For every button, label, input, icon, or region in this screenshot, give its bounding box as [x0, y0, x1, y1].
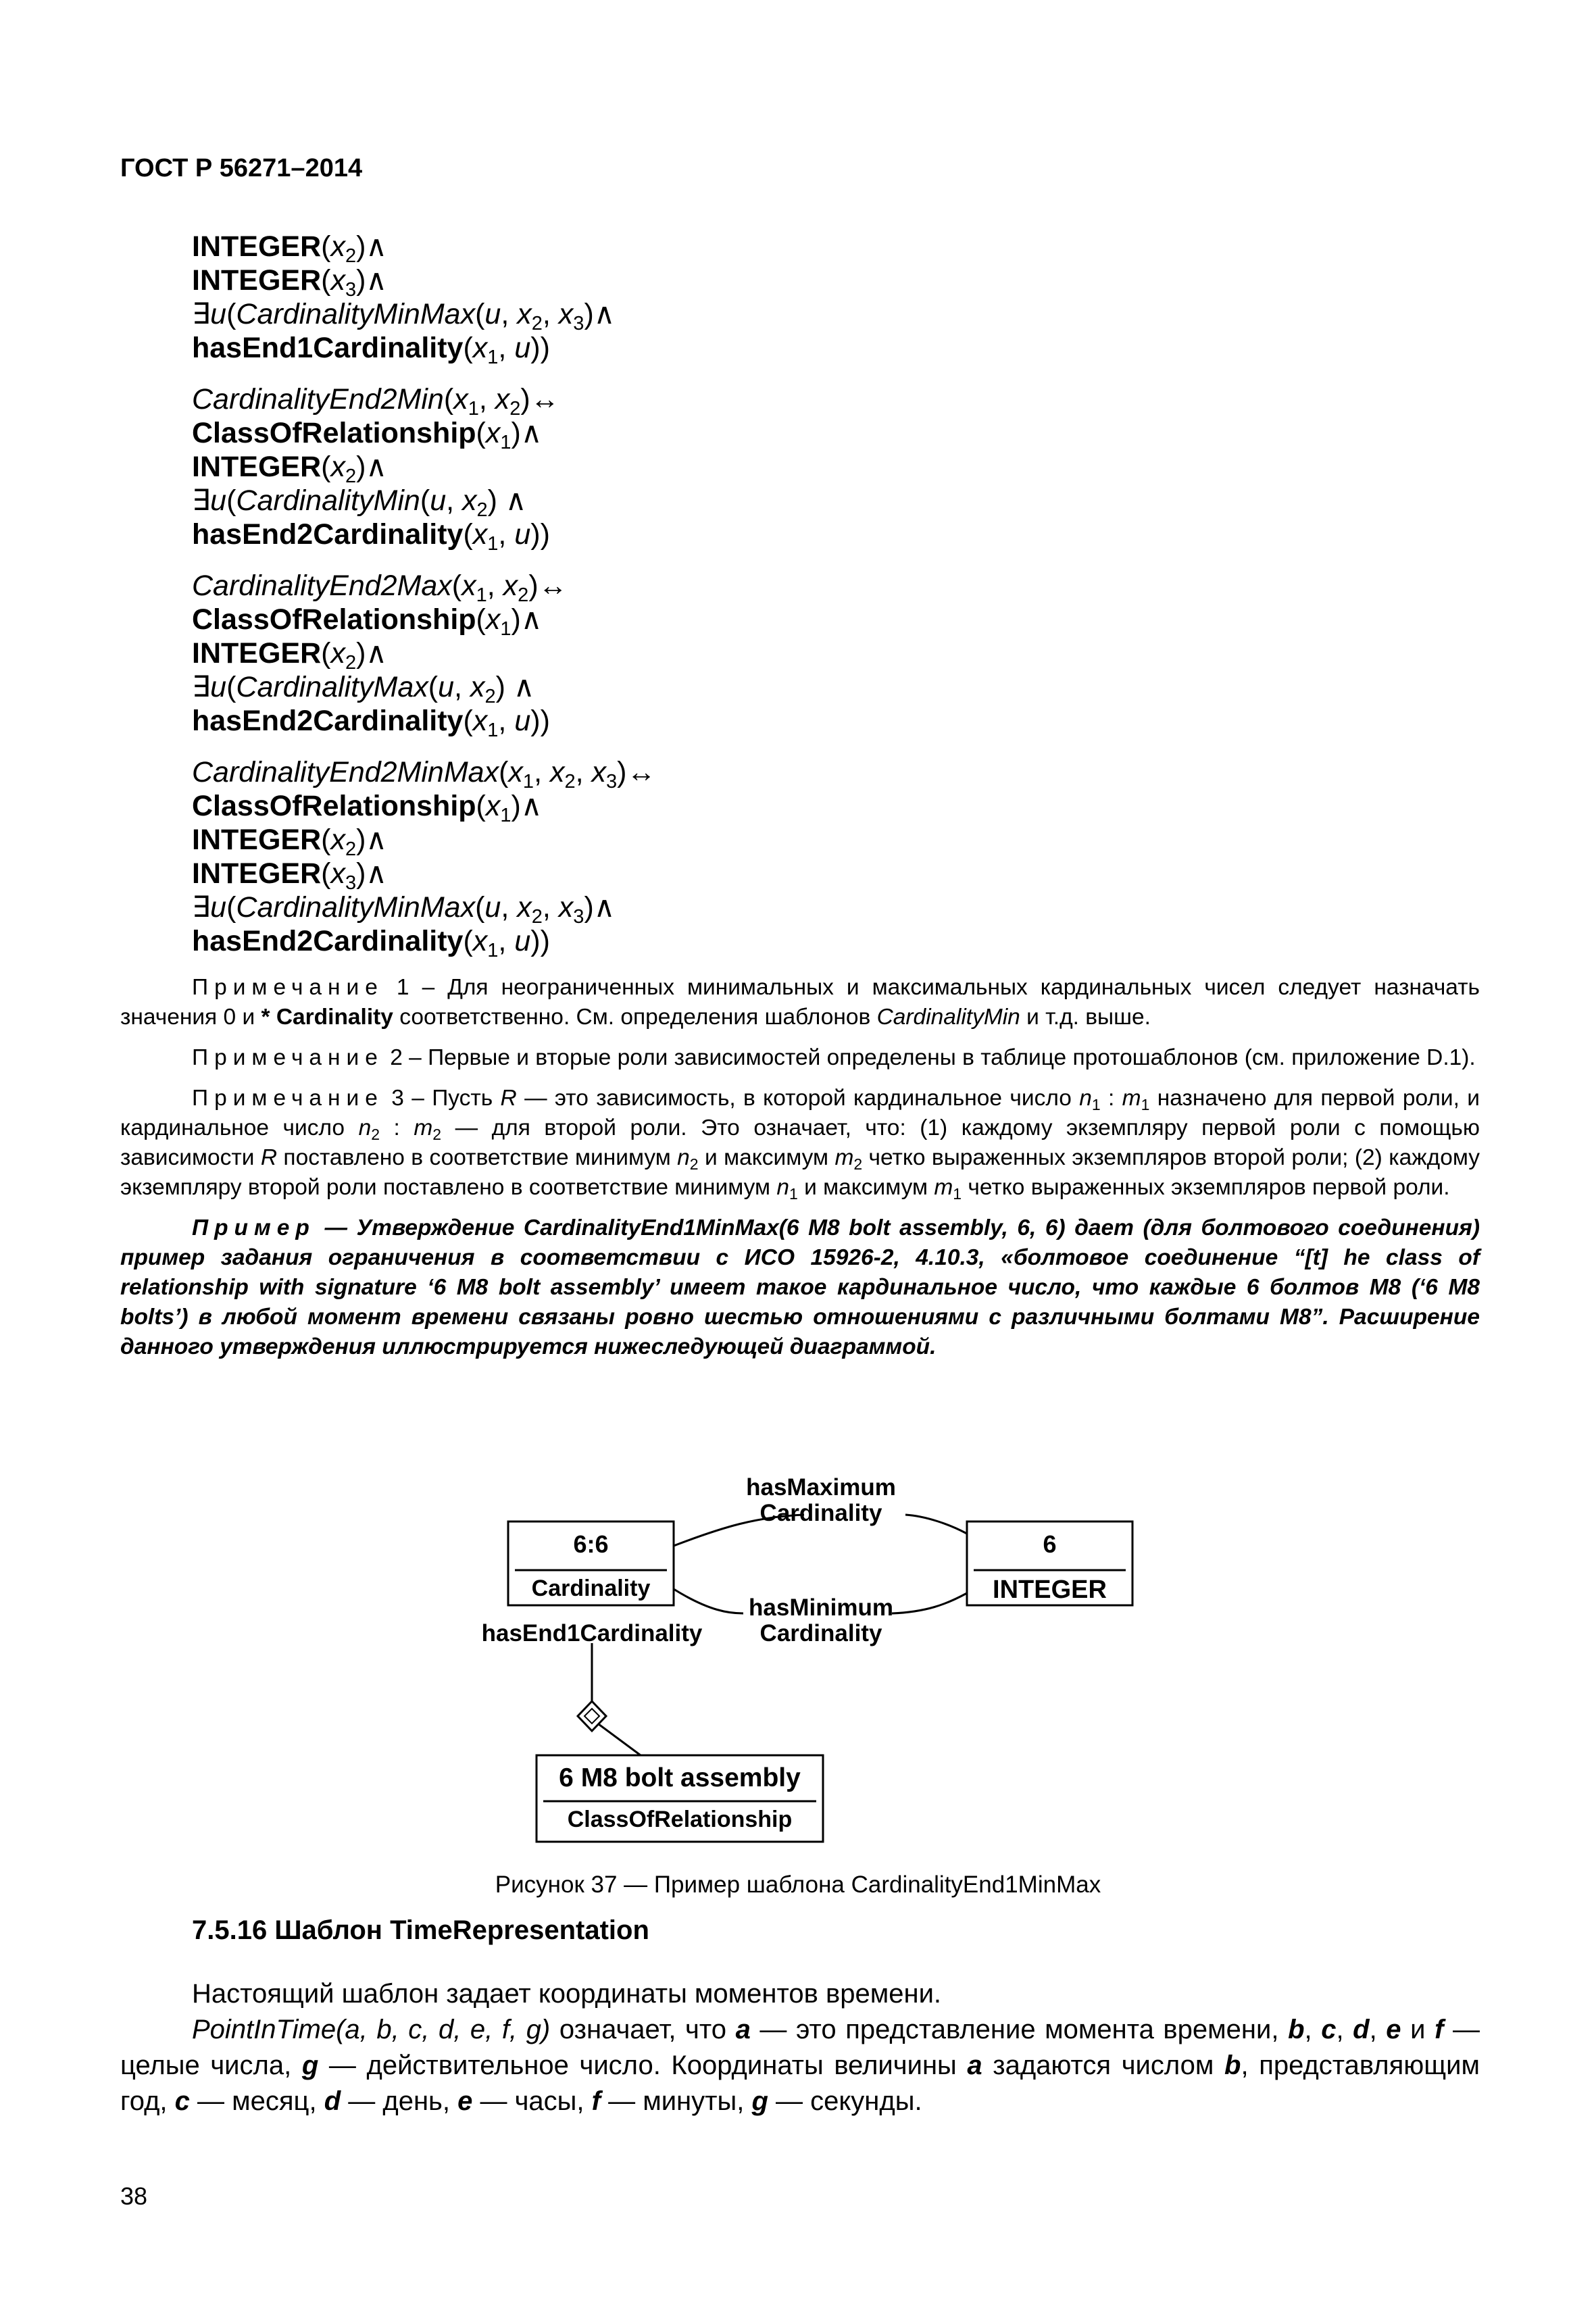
formula-line: $INTEGER(x_2)\wedge$ — [192, 824, 387, 860]
example-paragraph — [120, 1213, 1480, 1362]
formula-line: $CardinalityEnd2MinMax(x_1$, $x_2$, $x_3)\leftrightarrow$ — [192, 756, 656, 793]
note-label: Примечание — [192, 975, 384, 1000]
min-label-line1: hasMinimum — [749, 1594, 893, 1621]
formula-line: $ClassOfRelationship(x_1)\wedge$ — [192, 603, 543, 640]
note-number: 1 — [396, 975, 409, 1000]
figure-caption: Рисунок 37 — Пример шаблона CardinalityEnd1MinMax — [495, 1871, 1101, 1898]
integer-type: INTEGER — [993, 1576, 1107, 1604]
type-name: ClassOfRelationship — [192, 417, 476, 449]
page-number: 38 — [120, 2182, 148, 2210]
formula-line: $hasEnd2Cardinality(x_1$, u)) — [192, 925, 550, 961]
section-heading: 7.5.16 Шаблон TimeRepresentation — [192, 1915, 649, 1945]
relation-name: hasEnd2Cardinality — [192, 705, 464, 737]
type-name: INTEGER — [192, 824, 322, 856]
formula-line: $INTEGER(x_2)\wedge$ — [192, 451, 387, 487]
example-label: Пример — [192, 1215, 316, 1240]
note-2: Примечание 2 – Первые и вторые роли зависимостей определены в таблице протошаблонов (см. приложение D.1). — [192, 1045, 1476, 1070]
type-name: INTEGER — [192, 857, 322, 890]
template-name: CardinalityMinMax — [236, 298, 476, 330]
cardinality-type: Cardinality — [531, 1576, 651, 1601]
type-name: ClassOfRelationship — [192, 790, 476, 822]
formula-line: ∃u(CardinalityMinMax(u, $x_2$, $x_3)\wedge$ — [192, 891, 616, 928]
formula-line: $ClassOfRelationship(x_1)\wedge$ — [192, 417, 543, 453]
formula-line: $INTEGER(x_3)\wedge$ — [192, 857, 387, 894]
relation-name: hasEnd2Cardinality — [192, 518, 464, 551]
max-label-line2: Cardinality — [759, 1500, 882, 1526]
cardinality-diagram — [459, 1473, 1155, 1861]
formula-line: $INTEGER(x_2)\wedge$ — [192, 637, 387, 674]
type-name: INTEGER — [192, 637, 322, 670]
integer-value: 6 — [1043, 1530, 1057, 1558]
formula-block — [192, 230, 1476, 368]
min-label-line2: Cardinality — [759, 1620, 882, 1646]
formula-line: $INTEGER(x_2)\wedge$ — [192, 230, 387, 267]
body-paragraph: Настоящий шаблон задает координаты моментов времени. — [192, 1979, 942, 2009]
document-header: ГОСТ Р 56271–2014 — [120, 154, 363, 182]
formula-line: $ClassOfRelationship(x_1)\wedge$ — [192, 790, 543, 826]
note-1: Примечание 1 – Для неограниченных минимальных и максимальных кардинальных чисел следует назначать значения 0 и * Cardinality соответственно. См. определения шаблонов CardinalityMin и т.д. выше. — [120, 975, 1480, 1030]
formula-line: $INTEGER(x_3)\wedge$ — [192, 264, 387, 301]
formula-line: ∃u(CardinalityMax(u, $x_2$) ∧ — [192, 671, 535, 707]
example-text: — Утверждение CardinalityEnd1MinMax(6 M8 bolt assembly, 6, 6) дает (для болтового соединения) пример задания ограничения в соответствии с ИСО 15926-2, 4.10.3, «болтовое соединение “[t] he class of relationship with signature ‘6 M8 bolt assembly’ имеет такое кардинальное число, что каждые 6 болтов M8 (‘6 M8 bolts’) в любой момент времени связаны ровно шестью отношениями с различными болтами M8”. Расширение данного утверждения иллюстрируется нижеследующей диаграммой. — [120, 1215, 1480, 1359]
type-name: INTEGER — [192, 264, 322, 297]
template-name: CardinalityMinMax — [236, 891, 476, 924]
note-number: 3 — [391, 1086, 404, 1111]
formula-line: ∃u(CardinalityMinMax(u, $x_2$, $x_3)\wedge$ — [192, 298, 616, 334]
formula-list — [192, 230, 1476, 976]
formula-line: $hasEnd2Cardinality(x_1$, u)) — [192, 705, 550, 741]
relation-name: hasEnd1Cardinality — [192, 332, 464, 364]
relationship-type: ClassOfRelationship — [567, 1807, 793, 1832]
template-name: CardinalityEnd2Max — [192, 570, 452, 602]
formula-line: $hasEnd1Cardinality(x_1$, u)) — [192, 332, 550, 368]
diamond-connector — [599, 1724, 641, 1755]
note-number: 2 — [390, 1045, 403, 1070]
formula-line: $CardinalityEnd2Max(x_1$, $x_2)\leftrightarrow$ — [192, 570, 568, 606]
type-name: INTEGER — [192, 230, 322, 263]
note-label: Примечание — [192, 1086, 384, 1111]
template-name: CardinalityEnd2MinMax — [192, 756, 499, 788]
notes-section — [120, 973, 1480, 1373]
body-paragraph: PointInTime(a, b, c, d, e, f, g) означает, что a — это представление момента времени, b, c, d, e и f — целые числа, g — действительное число. Координаты величины a задаются числом b, представляющим год, c — месяц, d — день, e — часы, f — минуты, g — секунды. — [120, 2015, 1480, 2116]
formula-line: $hasEnd2Cardinality(x_1$, u)) — [192, 518, 550, 555]
formula-line: $CardinalityEnd2Min(x_1$, $x_2)\leftrightarrow$ — [192, 383, 559, 420]
formula-block — [192, 382, 1476, 555]
note-label: Примечание — [192, 1045, 384, 1070]
template-name: CardinalityMin — [236, 484, 420, 517]
formula-block — [192, 569, 1476, 741]
type-name: INTEGER — [192, 451, 322, 483]
formula-line: ∃u(CardinalityMin(u, $x_2$) ∧ — [192, 484, 527, 521]
formula-block — [192, 755, 1476, 961]
relationship-value: 6 M8 bolt assembly — [559, 1763, 801, 1792]
template-name: CardinalityMax — [236, 671, 428, 703]
cardinality-value: 6:6 — [573, 1530, 609, 1558]
max-label-line1: hasMaximum — [746, 1474, 896, 1501]
relation-name: hasEnd2Cardinality — [192, 925, 464, 957]
end1-label: hasEnd1Cardinality — [481, 1620, 703, 1646]
template-name: CardinalityEnd2Min — [192, 383, 444, 416]
note-3: Примечание 3 – Пусть R — это зависимость, в которой кардинальное число $n_1$ : $m_1$ назначено для первой роли, и кардинальное число $n_2$ : $m_2$ — для второй роли. Это означает, что: (1) каждому экземпляру первой роли с помощью зависимости R поставлено в соответствие минимум $n_2$ и максимум $m_2$ четко выраженных экземпляров второй роли; (2) каждому экземпляру второй роли поставлено в соответствие минимум $n_1$ и максимум $m_1$ четко выраженных экземпляров первой роли. — [120, 1086, 1480, 1203]
type-name: ClassOfRelationship — [192, 603, 476, 636]
section-body — [120, 1976, 1480, 2119]
